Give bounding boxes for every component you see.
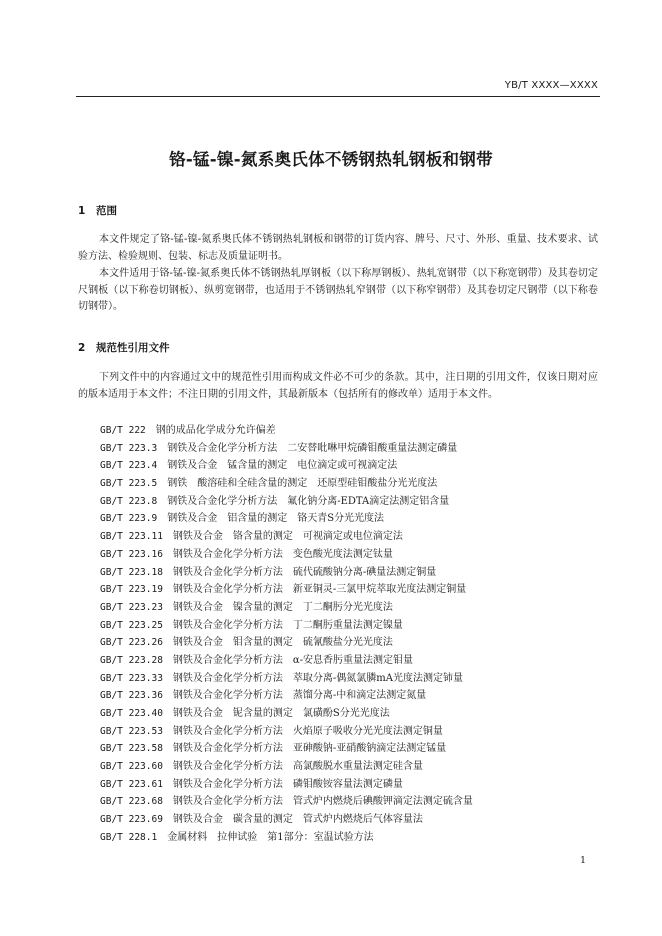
reference-code: GB/T 223.36 bbox=[100, 690, 163, 702]
reference-item bbox=[100, 776, 620, 794]
document-title: 铬-锰-镍-氮系奥氏体不锈钢热轧钢板和钢带 bbox=[169, 150, 493, 169]
reference-title: 钢铁及合金 钼含量的测定 硫氰酸盐分光光度法 bbox=[172, 637, 393, 649]
reference-title: 钢铁及合金化学分析方法 磷钼酸铵容量法测定磷量 bbox=[172, 778, 403, 790]
reference-item bbox=[100, 422, 620, 440]
page-number: 1 bbox=[579, 855, 586, 866]
reference-code: GB/T 222 bbox=[100, 425, 146, 436]
reference-title: 钢的成品化学成分允许偏差 bbox=[155, 425, 276, 436]
reference-item bbox=[100, 705, 620, 723]
section-heading-scope bbox=[78, 203, 117, 218]
reference-title: 钢铁及合金 锰含量的测定 电位滴定或可视滴定法 bbox=[167, 460, 398, 472]
reference-code: GB/T 223.60 bbox=[100, 761, 163, 773]
standard-code: YB/T XXXX—XXXX bbox=[504, 80, 598, 91]
reference-item bbox=[100, 829, 620, 847]
reference-code: GB/T 223.61 bbox=[100, 778, 163, 790]
reference-title: 钢铁及合金化学分析方法 α-安息香肟重量法测定钼量 bbox=[172, 654, 414, 666]
section-heading-normative-references bbox=[78, 340, 170, 355]
reference-item bbox=[100, 457, 620, 475]
reference-code: GB/T 223.19 bbox=[100, 584, 163, 596]
reference-title: 钢铁及合金化学分析方法 蒸馏分离-中和滴定法测定氮量 bbox=[172, 690, 427, 702]
reference-item bbox=[100, 793, 620, 811]
reference-item bbox=[100, 670, 620, 688]
reference-item bbox=[100, 581, 620, 599]
reference-item bbox=[100, 634, 620, 652]
reference-code: GB/T 223.28 bbox=[100, 654, 163, 666]
reference-item bbox=[100, 687, 620, 705]
reference-code: GB/T 223.11 bbox=[100, 531, 163, 543]
reference-title: 钢铁及合金化学分析方法 管式炉内燃烧后碘酸钾滴定法测定硫含量 bbox=[172, 796, 473, 808]
reference-title: 钢铁及合金化学分析方法 萃取分离-偶氮氯膦mA光度法测定铈量 bbox=[172, 672, 464, 684]
reference-code: GB/T 223.40 bbox=[100, 708, 163, 719]
section-title: 规范性引用文件 bbox=[96, 342, 170, 354]
reference-code: GB/T 223.8 bbox=[100, 495, 158, 507]
references-intro-paragraph: 下列文件中的内容通过文中的规范性引用而构成文件必不可少的条款。其中，注日期的引用文件，仅该日期对应的版本适用于本文件；不注日期的引用文件，其最新版本（包括所有的修改单）适用于本文件。 bbox=[78, 372, 598, 400]
reference-item bbox=[100, 475, 620, 493]
reference-code: GB/T 223.25 bbox=[100, 619, 163, 631]
reference-title: 钢铁及合金化学分析方法 氟化钠分离-EDTA滴定法测定铝含量 bbox=[167, 495, 450, 507]
reference-title: 钢铁及合金化学分析方法 火焰原子吸收分光光度法测定铜量 bbox=[172, 725, 443, 737]
reference-code: GB/T 223.33 bbox=[100, 672, 163, 684]
reference-title: 金属材料 拉伸试验 第1部分：室温试验方法 bbox=[167, 831, 374, 843]
reference-code: GB/T 223.3 bbox=[100, 442, 158, 454]
reference-code: GB/T 223.5 bbox=[100, 478, 158, 490]
reference-item bbox=[100, 599, 620, 617]
section-number: 1 bbox=[78, 205, 86, 217]
section-title: 范围 bbox=[96, 205, 117, 217]
reference-code: GB/T 223.23 bbox=[100, 601, 163, 613]
reference-item bbox=[100, 528, 620, 546]
reference-code: GB/T 223.18 bbox=[100, 566, 163, 578]
reference-item bbox=[100, 546, 620, 564]
reference-item bbox=[100, 652, 620, 670]
reference-item bbox=[100, 493, 620, 511]
reference-item bbox=[100, 564, 620, 582]
reference-title: 钢铁及合金化学分析方法 丁二酮肟重量法测定镍量 bbox=[172, 619, 403, 631]
reference-list bbox=[100, 422, 620, 847]
reference-title: 钢铁及合金 镍含量的测定 丁二酮肟分光光度法 bbox=[172, 601, 393, 613]
reference-code: GB/T 223.58 bbox=[100, 743, 163, 755]
reference-item bbox=[100, 811, 620, 829]
reference-code: GB/T 223.69 bbox=[100, 814, 163, 826]
reference-item bbox=[100, 740, 620, 758]
scope-paragraph-1: 本文件规定了铬-锰-镍-氮系奥氏体不锈钢热轧钢板和钢带的订货内容、牌号、尺寸、外形、重量、技术要求、试验方法、检验规则、包装、标志及质量证明书。 bbox=[78, 234, 598, 262]
section-number: 2 bbox=[78, 342, 86, 354]
reference-code: GB/T 223.53 bbox=[100, 725, 163, 737]
reference-title: 钢铁 酸溶硅和全硅含量的测定 还原型硅钼酸盐分光光度法 bbox=[167, 478, 438, 490]
reference-title: 钢铁及合金 铬含量的测定 可视滴定或电位滴定法 bbox=[172, 531, 403, 543]
reference-title: 钢铁及合金化学分析方法 亚砷酸钠-亚硝酸钠滴定法测定锰量 bbox=[172, 743, 447, 755]
reference-code: GB/T 223.4 bbox=[100, 460, 158, 472]
reference-item bbox=[100, 440, 620, 458]
reference-title: 钢铁及合金化学分析方法 硫代硫酸钠分离-碘量法测定铜量 bbox=[172, 566, 437, 578]
reference-title: 钢铁及合金 铌含量的测定 氯磺酚S分光光度法 bbox=[172, 708, 390, 719]
reference-item bbox=[100, 617, 620, 635]
reference-code: GB/T 223.26 bbox=[100, 637, 163, 649]
scope-paragraph-2: 本文件适用于铬-锰-镍-氮系奥氏体不锈钢热轧厚钢板（以下称厚钢板）、热轧宽钢带（以下称宽钢带）及其卷切定尺钢板（以下称卷切钢板）、纵剪宽钢带，也适用于不锈钢热轧窄钢带（以下称窄钢带）及其卷切定尺钢带（以下称卷切钢带）。 bbox=[78, 268, 598, 312]
reference-code: GB/T 223.9 bbox=[100, 513, 158, 525]
reference-title: 钢铁及合金化学分析方法 新亚铜灵-三氯甲烷萃取光度法测定铜量 bbox=[172, 584, 467, 596]
reference-code: GB/T 223.16 bbox=[100, 548, 163, 560]
reference-title: 钢铁及合金 铝含量的测定 铬天青S分光光度法 bbox=[167, 513, 385, 525]
reference-title: 钢铁及合金 碳含量的测定 管式炉内燃烧后气体容量法 bbox=[172, 814, 423, 826]
reference-title: 钢铁及合金化学分析方法 二安替吡啉甲烷磷钼酸重量法测定磷量 bbox=[167, 442, 458, 454]
reference-title: 钢铁及合金化学分析方法 变色酸光度法测定钛量 bbox=[172, 548, 393, 560]
reference-code: GB/T 228.1 bbox=[100, 831, 158, 843]
reference-code: GB/T 223.68 bbox=[100, 796, 163, 808]
reference-title: 钢铁及合金化学分析方法 高氯酸脱水重量法测定硅含量 bbox=[172, 761, 423, 773]
reference-item bbox=[100, 510, 620, 528]
reference-item bbox=[100, 758, 620, 776]
header-divider bbox=[76, 96, 600, 97]
reference-item bbox=[100, 723, 620, 741]
